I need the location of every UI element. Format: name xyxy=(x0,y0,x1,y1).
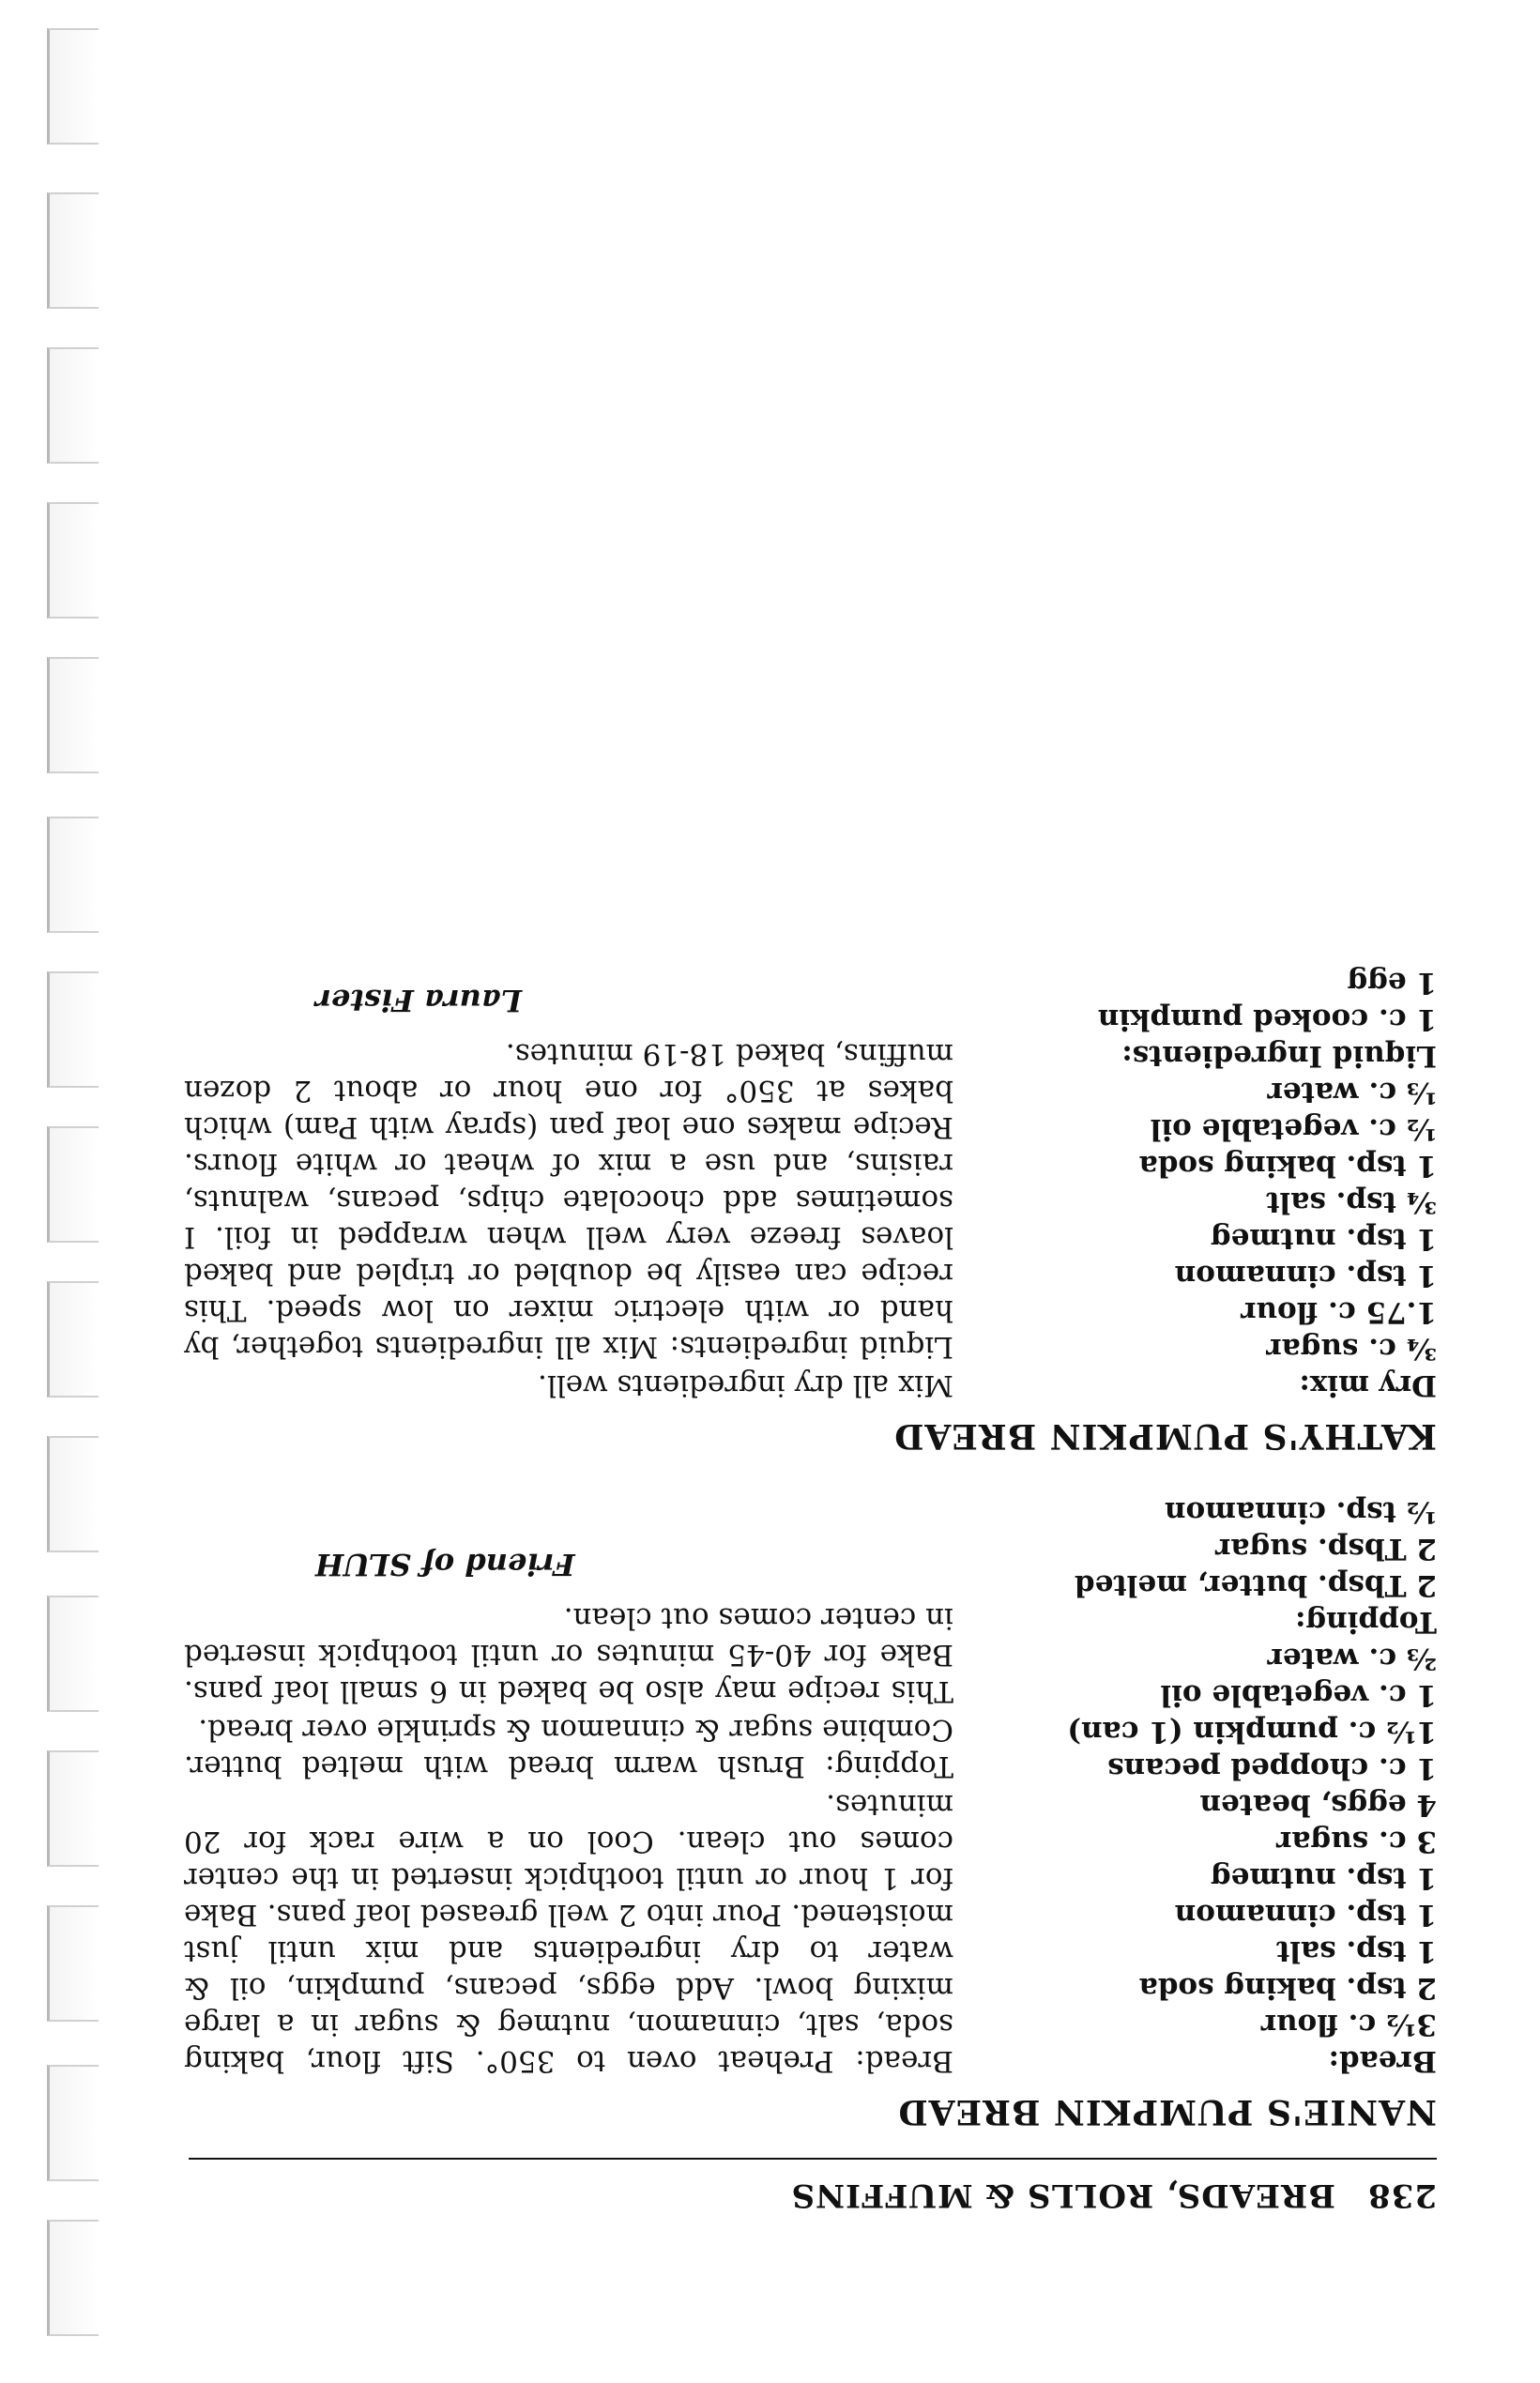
page-header xyxy=(189,2177,1437,2214)
ingredient-item: ⅔ c. water xyxy=(1267,1642,1437,1675)
ingredient-item: 1 tsp. nutmeg xyxy=(1211,1861,1437,1895)
ingredient-item: ½ c. vegetable oil xyxy=(1150,1112,1437,1146)
ingredient-item: 1 c. chopped pecans xyxy=(1107,1751,1437,1785)
ingredient-item: 1½ c. pumpkin (1 can) xyxy=(1067,1715,1437,1749)
direction-paragraph: Mix all dry ingredients well. xyxy=(538,1368,953,1402)
header-rule xyxy=(189,2158,1437,2160)
ingredient-item: 1 tsp. cinnamon xyxy=(1174,1259,1437,1292)
ingredient-group-label: Dry mix: xyxy=(1299,1368,1437,1402)
direction-paragraph: This recipe may also be baked in 6 small loaf pans. Bake for 40-45 minutes or until toothpick inserted in center comes out clean. xyxy=(184,1601,953,1708)
recipe xyxy=(184,964,1437,1456)
ingredient-item: ¾ tsp. salt xyxy=(1266,1185,1437,1219)
ingredient-group-label: Bread: xyxy=(1328,2044,1437,2078)
ingredient-list xyxy=(963,1493,1437,2079)
ingredient-item: 3½ c. flour xyxy=(1260,2008,1437,2041)
recipe-title: KATHY'S PUMPKIN BREAD xyxy=(893,1416,1437,1456)
section-title: BREADS, ROLLS & MUFFINS xyxy=(790,2177,1336,2214)
ingredient-item: 1 c. cooked pumpkin xyxy=(1097,1002,1437,1036)
ingredient-item: 1 tsp. cinnamon xyxy=(1174,1898,1437,1932)
ingredient-item: 1 tsp. baking soda xyxy=(1138,1149,1437,1183)
ingredient-item: 3 c. sugar xyxy=(1276,1825,1437,1858)
recipe xyxy=(184,1493,1437,2131)
direction-paragraph: Topping: Brush warm bread with melted butter. Combine sugar & cinnamon & sprinkle over bread. xyxy=(184,1713,953,1783)
page-number: 238 xyxy=(1367,2177,1437,2214)
ingredient-group-label: Liquid Ingredients: xyxy=(1121,1039,1437,1073)
ingredient-group-label: Topping: xyxy=(1295,1605,1437,1639)
ingredient-item: ⅓ c. water xyxy=(1267,1076,1437,1109)
ingredient-item: 2 Tbsp. butter, melted xyxy=(1074,1568,1437,1602)
ingredient-item: ¾ c. sugar xyxy=(1266,1332,1437,1366)
ingredient-item: 1 egg xyxy=(1347,966,1437,1000)
recipe-author: Laura Fister xyxy=(315,983,523,1018)
ingredient-item: 2 tsp. baking soda xyxy=(1138,1971,1437,2005)
direction-paragraph: Liquid ingredients: Mix all ingredients together, by hand or with electric mixer on low speed. This recipe can easily be doubled or tripled and baked loaves freeze very well when wrapped in foil. I sometimes add chocolate chips, pecans, walnuts, raisins, and use a mix of wheat or white flours. Recipe makes one loaf pan (spray with Pam) which bakes at 350° for one hour or about 2 dozen muffins, baked 18-19 minutes. xyxy=(184,1037,953,1364)
directions xyxy=(184,964,953,1403)
ingredient-item: 2 Tbsp. sugar xyxy=(1215,1532,1437,1566)
ingredient-item: 4 eggs, beaten xyxy=(1199,1788,1437,1822)
ingredient-item: 1 tsp. nutmeg xyxy=(1211,1222,1437,1256)
directions xyxy=(184,1493,953,2079)
ingredient-list xyxy=(963,964,1437,1403)
ingredient-item: 1.75 c. flour xyxy=(1241,1295,1437,1329)
direction-paragraph: Bread: Preheat oven to 350°. Sift flour, baking soda, salt, cinnamon, nutmeg & sugar in a large mixing bowl. Add eggs, pecans, pumpkin, oil & water to dry ingredients and mix until just moistened. Pour into 2 well greased loaf pans. Bake for 1 hour or until toothpick inserted in the center comes out clean. Cool on a wire rack for 20 minutes. xyxy=(184,1788,953,2078)
ingredient-item: ½ tsp. cinnamon xyxy=(1165,1495,1437,1529)
recipe-title: NANIE'S PUMPKIN BREAD xyxy=(897,2092,1437,2131)
recipe-author: Friend of SLUH xyxy=(315,1547,575,1582)
ingredient-item: 1 tsp. salt xyxy=(1275,1934,1437,1968)
ingredient-item: 1 c. vegetable oil xyxy=(1160,1678,1437,1712)
